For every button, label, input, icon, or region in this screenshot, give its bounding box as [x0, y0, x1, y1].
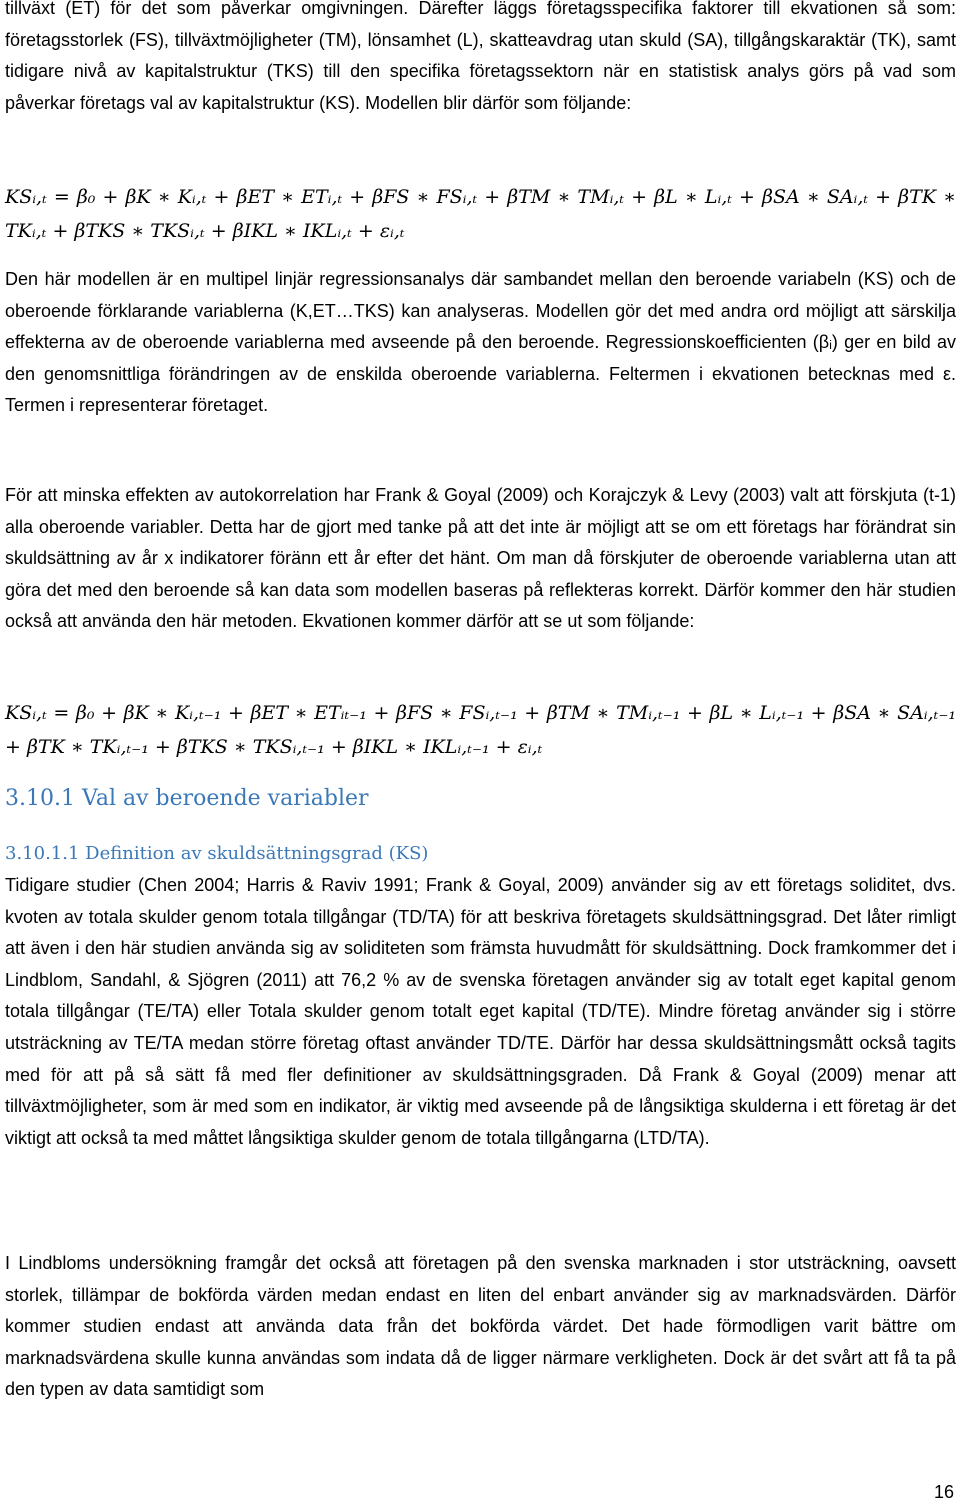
section-heading-dependent-variables: 3.10.1 Val av beroende variabler [5, 786, 369, 811]
page-number: 16 [933, 1482, 954, 1502]
paragraph-book-values: I Lindbloms undersökning framgår det också att företagen på den svenska marknaden i stor utsträckning, oavsett storlek, tillämpar de bokförda värden medan endast en liten del enbart använder sig av marknadsvärden. Därför kommer studien endast att använda data från det bokförda värdet. Det hade förmodligen varit bättre om marknadsvärdena skulle kunna användas som indata då de ligger närmare verkligheten. Dock är det svårt att få ta på den typen av data samtidigt som [5, 1253, 956, 1400]
paragraph-autocorrelation: För att minska effekten av autokorrelation har Frank & Goyal (2009) och Korajczyk & Levy (2003) valt att förskjuta (t-1) alla oberoende variabler. Detta har de gjort med tanke på att det inte är möjligt att se om ett företags har förändrat sin skuldsättning av år x indikatorer föränn ett år efter det hänt. Om man då förskjuter de oberoende variablerna utan att göra det med den beroende så kan data som modellen baseras på reflekteras korrekt. Därför kommer den här studien också att använda den här metoden. Ekvationen kommer därför att se ut som följande: [5, 485, 956, 632]
paragraph-model-intro: tillväxt (ET) för det som påverkar omgivningen. Därefter läggs företagsspecifika faktorer till ekvationen så som: företagsstorlek (FS), tillväxtmöjligheter (TM), lönsamhet (L), skatteavdrag utan skuld (SA), tillgångskaraktär (TK), samt tidigare nivå av kapitalstruktur (TKS) till den specifika företagssektorn när en statistisk analys görs på vad som påverkar företags val av kapitalstruktur (KS). Modellen blir därför som följande: [5, 0, 956, 113]
paragraph-regression-explanation: Den här modellen är en multipel linjär regressionsanalys där sambandet mellan den beroende variabeln (KS) och de oberoende förklarande variablerna (K,ET…TKS) kan analyseras. Modellen gör det med andra ord möjligt att särskilja effekterna av de oberoende variablerna med avseende på den beroende. Regressionskoefficienten (βᵢ) ger en bild av den genomsnittliga förändringen av de enskilda oberoende variablerna. Feltermen i ekvationen betecknas med ε. Termen i representerar företaget. [5, 269, 956, 416]
equation-regression-model: KSᵢ,ₜ = β₀ + βK ∗ Kᵢ,ₜ + βET ∗ ETᵢ,ₜ + βFS ∗ FSᵢ,ₜ + βTM ∗ TMᵢ,ₜ + βL ∗ Lᵢ,ₜ + βSA ∗ SAᵢ,ₜ + βTK ∗ TKᵢ,ₜ + βTKS ∗ TKSᵢ,ₜ + βIKL ∗ IKLᵢ,ₜ + εᵢ,ₜ [5, 186, 956, 242]
paragraph-debt-ratio-definition: Tidigare studier (Chen 2004; Harris & Raviv 1991; Frank & Goyal, 2009) använder sig av ett företags soliditet, dvs. kvoten av totala skulder genom totala tillgångar (TD/TA) för att beskriva företagets skuldsättningsgrad. Det låter rimligt att även i den här studien använda sig av soliditeten som främsta huvudmått för skuldsättning. Dock framkommer det i Lindblom, Sandahl, & Sjögren (2011) att 76,2 % av de svenska företagen använder sig av totalt eget kapital genom totala tillgångar (TE/TA) eller Totala skulder genom totalt eget kapital (TD/TE). Mindre företag använder sig i större utsträckning av TE/TA medan större företag oftast använder TD/TE. Därför har dessa skuldsättningsmått också tagits med för att på så sätt få med fler definitioner av skuldsättningsgraden. Då Frank & Goyal (2009) menar att tillväxtmöjligheter, som är med som en indikator, är viktig med avseende på de långsiktiga skulderna i ett företag är det viktigt att också ta med måttet långsiktiga skulder genom de totala tillgångarna (LTD/TA). [5, 875, 956, 1148]
equation-lagged-model: KSᵢ,ₜ = β₀ + βK ∗ Kᵢ,ₜ₋₁ + βET ∗ ETᵢₜ₋₁ + βFS ∗ FSᵢ,ₜ₋₁ + βTM ∗ TMᵢ,ₜ₋₁ + βL ∗ Lᵢ,ₜ₋₁ + βSA ∗ SAᵢ,ₜ₋₁ + βTK ∗ TKᵢ,ₜ₋₁ + βTKS ∗ TKSᵢ,ₜ₋₁ + βIKL ∗ IKLᵢ,ₜ₋₁ + εᵢ,ₜ [5, 702, 956, 758]
subsection-heading-debt-ratio: 3.10.1.1 Definition av skuldsättningsgrad (KS) [5, 843, 429, 864]
